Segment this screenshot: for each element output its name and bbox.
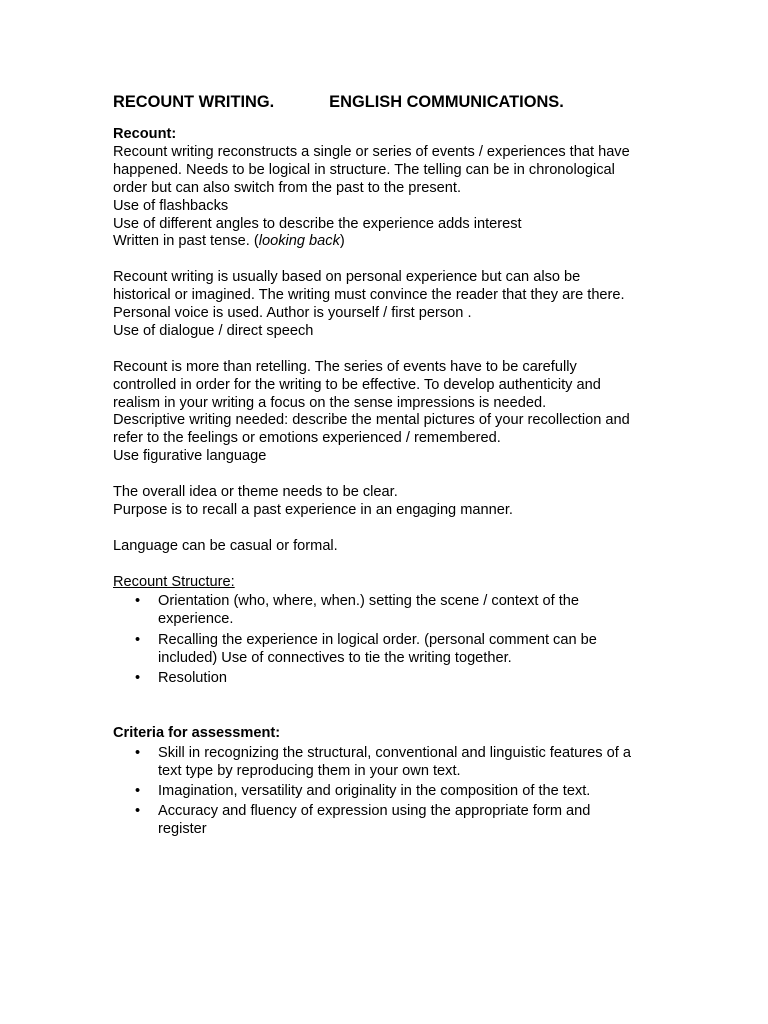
text-line: Recount writing reconstructs a single or series of events / experiences that have: [113, 143, 630, 160]
criteria-list: [113, 745, 668, 839]
title-right: ENGLISH COMMUNICATIONS.: [329, 93, 564, 111]
bullet-icon: •: [135, 803, 141, 820]
list-item-text: Recalling the experience in logical order. (personal comment can be: [158, 631, 597, 648]
paragraph-theme: [113, 484, 668, 520]
text-line: Use figurative language: [113, 448, 267, 465]
text-line: Purpose is to recall a past experience in an engaging manner.: [113, 501, 513, 518]
text-fragment: Written in past tense. (: [113, 233, 259, 250]
list-item-text: experience.: [158, 611, 234, 628]
list-item: [113, 783, 668, 801]
list-item-text: Accuracy and fluency of expression using the appropriate form and: [158, 803, 591, 820]
structure-list: [113, 593, 668, 687]
bullet-icon: •: [135, 744, 141, 761]
italic-fragment: looking back: [258, 233, 340, 250]
text-line-past-tense: [113, 233, 668, 251]
text-line: order but can also switch from the past to the present.: [113, 179, 461, 196]
text-line: Language can be casual or formal.: [113, 537, 338, 554]
text-line: Descriptive writing needed: describe the mental pictures of your recollection and: [113, 412, 630, 429]
bullet-icon: •: [135, 593, 141, 610]
list-item-text: Orientation (who, where, when.) setting the scene / context of the: [158, 593, 580, 610]
text-line: Recount is more than retelling. The series of events have to be carefully: [113, 358, 577, 375]
criteria-heading: Criteria for assessment:: [113, 724, 281, 741]
section-spacer: [113, 690, 668, 725]
list-item-text: text type by reproducing them in your own text.: [158, 762, 461, 779]
text-line: Use of different angles to describe the experience adds interest: [113, 215, 522, 232]
list-item: [113, 632, 668, 668]
list-item-text: included) Use of connectives to tie the writing together.: [158, 649, 512, 666]
paragraph-retelling: [113, 359, 668, 466]
bullet-icon: •: [135, 782, 141, 799]
paragraph-language: [113, 538, 668, 556]
list-item: [113, 745, 668, 781]
list-item: [113, 803, 668, 839]
title-left: RECOUNT WRITING.: [113, 93, 275, 111]
text-line: refer to the feelings or emotions experienced / remembered.: [113, 430, 501, 447]
paragraph-intro: [113, 144, 668, 251]
document-title: [113, 92, 668, 112]
bullet-icon: •: [135, 669, 141, 686]
text-line: happened. Needs to be logical in structure. The telling can be in chronological: [113, 161, 615, 178]
text-line: Personal voice is used. Author is yourself / first person .: [113, 305, 472, 322]
text-line: Use of dialogue / direct speech: [113, 322, 314, 339]
list-item-text: Imagination, versatility and originality in the composition of the text.: [158, 782, 591, 799]
list-item: [113, 593, 668, 629]
text-line: The overall idea or theme needs to be clear.: [113, 484, 398, 501]
paragraph-personal: [113, 269, 668, 341]
list-item-text: Skill in recognizing the structural, conventional and linguistic features of a: [158, 744, 631, 761]
text-line: realism in your writing a focus on the sense impressions is needed.: [113, 394, 547, 411]
list-item-text: register: [158, 821, 207, 838]
recount-heading: Recount:: [113, 126, 177, 142]
structure-heading: Recount Structure:: [113, 573, 235, 590]
text-line: historical or imagined. The writing must convince the reader that they are there.: [113, 287, 625, 304]
text-line: controlled in order for the writing to be effective. To develop authenticity and: [113, 376, 601, 393]
text-line: Use of flashbacks: [113, 197, 229, 214]
text-line: Recount writing is usually based on personal experience but can also be: [113, 269, 581, 286]
list-item: [113, 670, 668, 688]
list-item-text: Resolution: [158, 669, 227, 686]
bullet-icon: •: [135, 631, 141, 648]
text-fragment: ): [339, 233, 345, 250]
